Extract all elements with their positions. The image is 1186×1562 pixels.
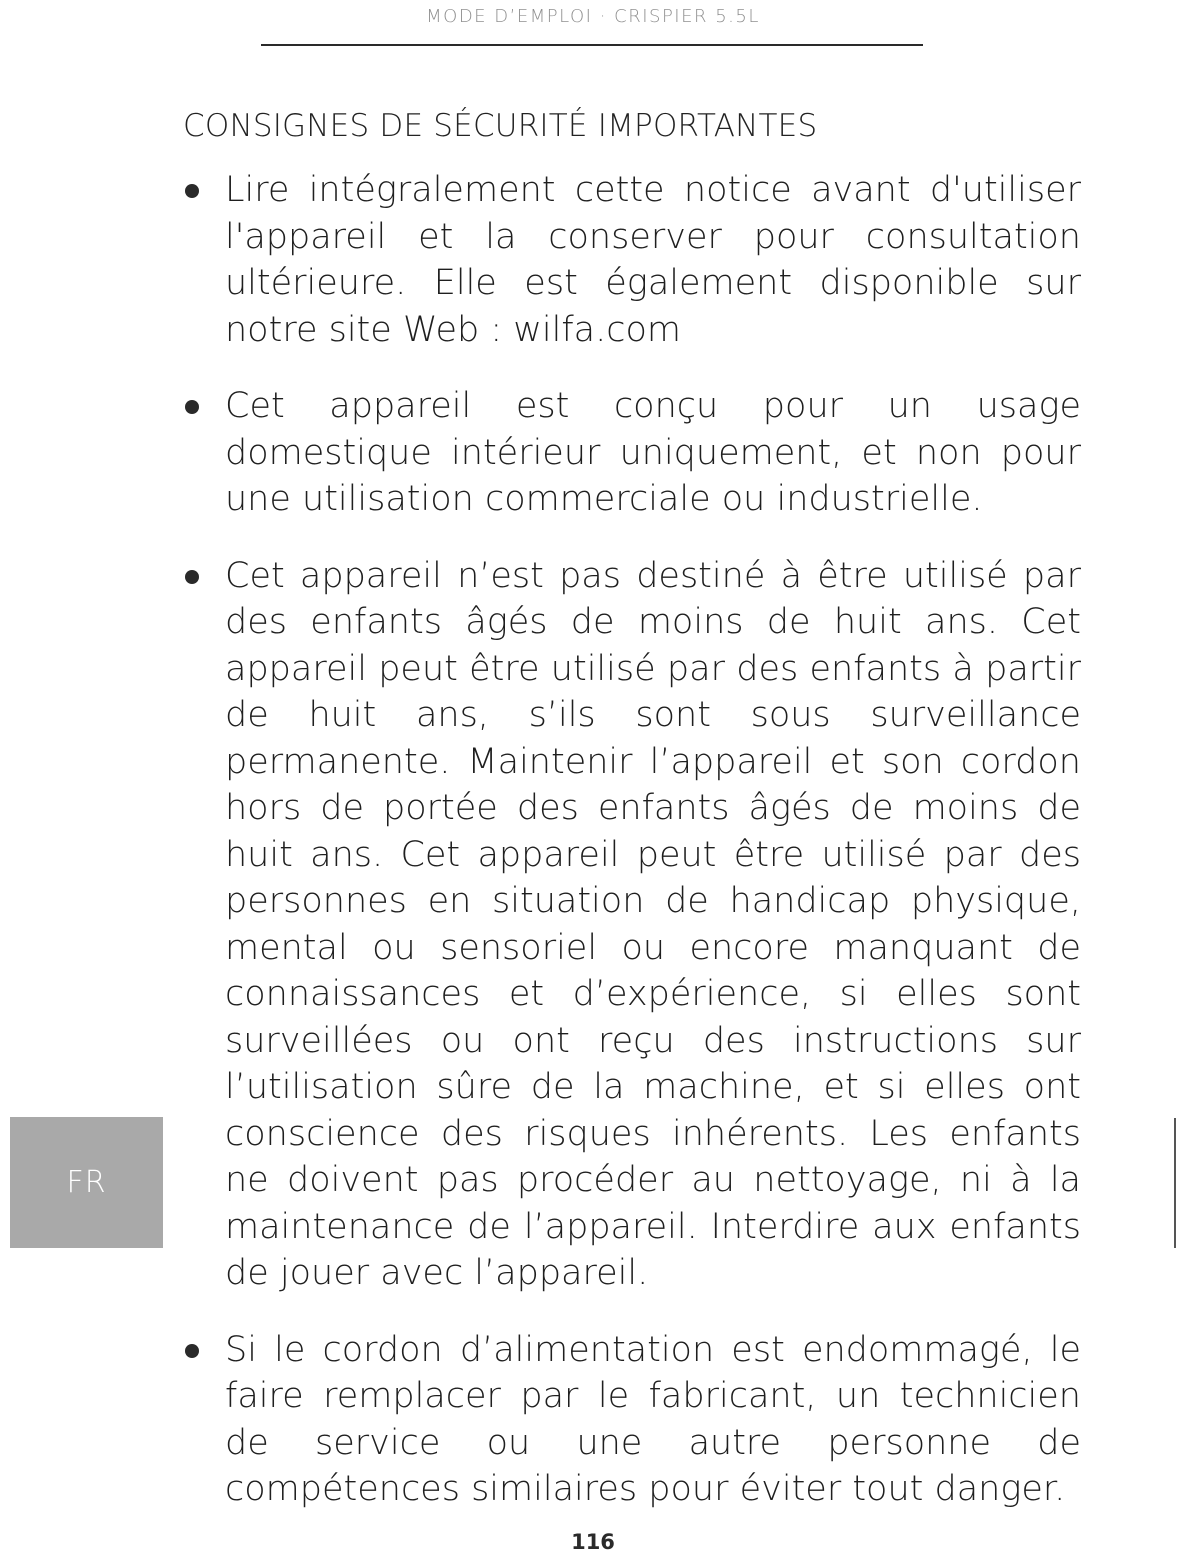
bullet-icon: [185, 184, 199, 198]
bullet-icon: [185, 570, 199, 584]
bullet-icon: [185, 1344, 199, 1358]
bullet-icon: [185, 400, 199, 414]
list-item-text: Cet appareil est conçu pour un usage domestique intérieur uniquement, et non pour une utilisation commerciale ou industrielle.: [225, 386, 1081, 519]
list-item-text: Lire intégralement cette notice avant d'utiliser l'appareil et la conserver pour consultation ultérieure. Elle est également disponible sur notre site Web : wilfa.com: [225, 170, 1081, 350]
list-item: [183, 1327, 1081, 1513]
page-number: 116: [571, 1530, 615, 1554]
running-header: MODE D’EMPLOI · CRISPIER 5.5L: [426, 6, 760, 27]
safety-instructions-list: [183, 167, 1081, 1543]
list-item: [183, 383, 1081, 523]
language-tab: [10, 1117, 163, 1248]
language-label: FR: [66, 1165, 107, 1200]
list-item-text: Cet appareil n’est pas destiné à être utilisé par des enfants âgés de moins de huit ans. Cet appareil peut être utilisé par des enfants à partir de huit ans, s’ils sont sous surveillance permanente. Maintenir l’appareil et son cordon hors de portée des enfants âgés de moins de huit ans. Cet appareil peut être utilisé par des personnes en situation de handicap physique, mental ou sensoriel ou encore manquant de connaissances et d’expérience, si elles sont surveillées ou ont reçu des instructions sur l’utilisation sûre de la machine, et si elles ont conscience des risques inhérents. Les enfants ne doivent pas procéder au nettoyage, ni à la maintenance de l’appareil. Interdire aux enfants de jouer avec l’appareil.: [225, 555, 1081, 1293]
margin-marker: [1174, 1118, 1176, 1248]
section-title: CONSIGNES DE SÉCURITÉ IMPORTANTES: [183, 108, 818, 144]
header-divider: [261, 44, 923, 46]
list-item-text: Si le cordon d’alimentation est endommagé, le faire remplacer par le fabricant, un technicien de service ou une autre personne de compétences similaires pour éviter tout danger.: [225, 1329, 1081, 1509]
list-item: [183, 553, 1081, 1297]
list-item: [183, 167, 1081, 353]
